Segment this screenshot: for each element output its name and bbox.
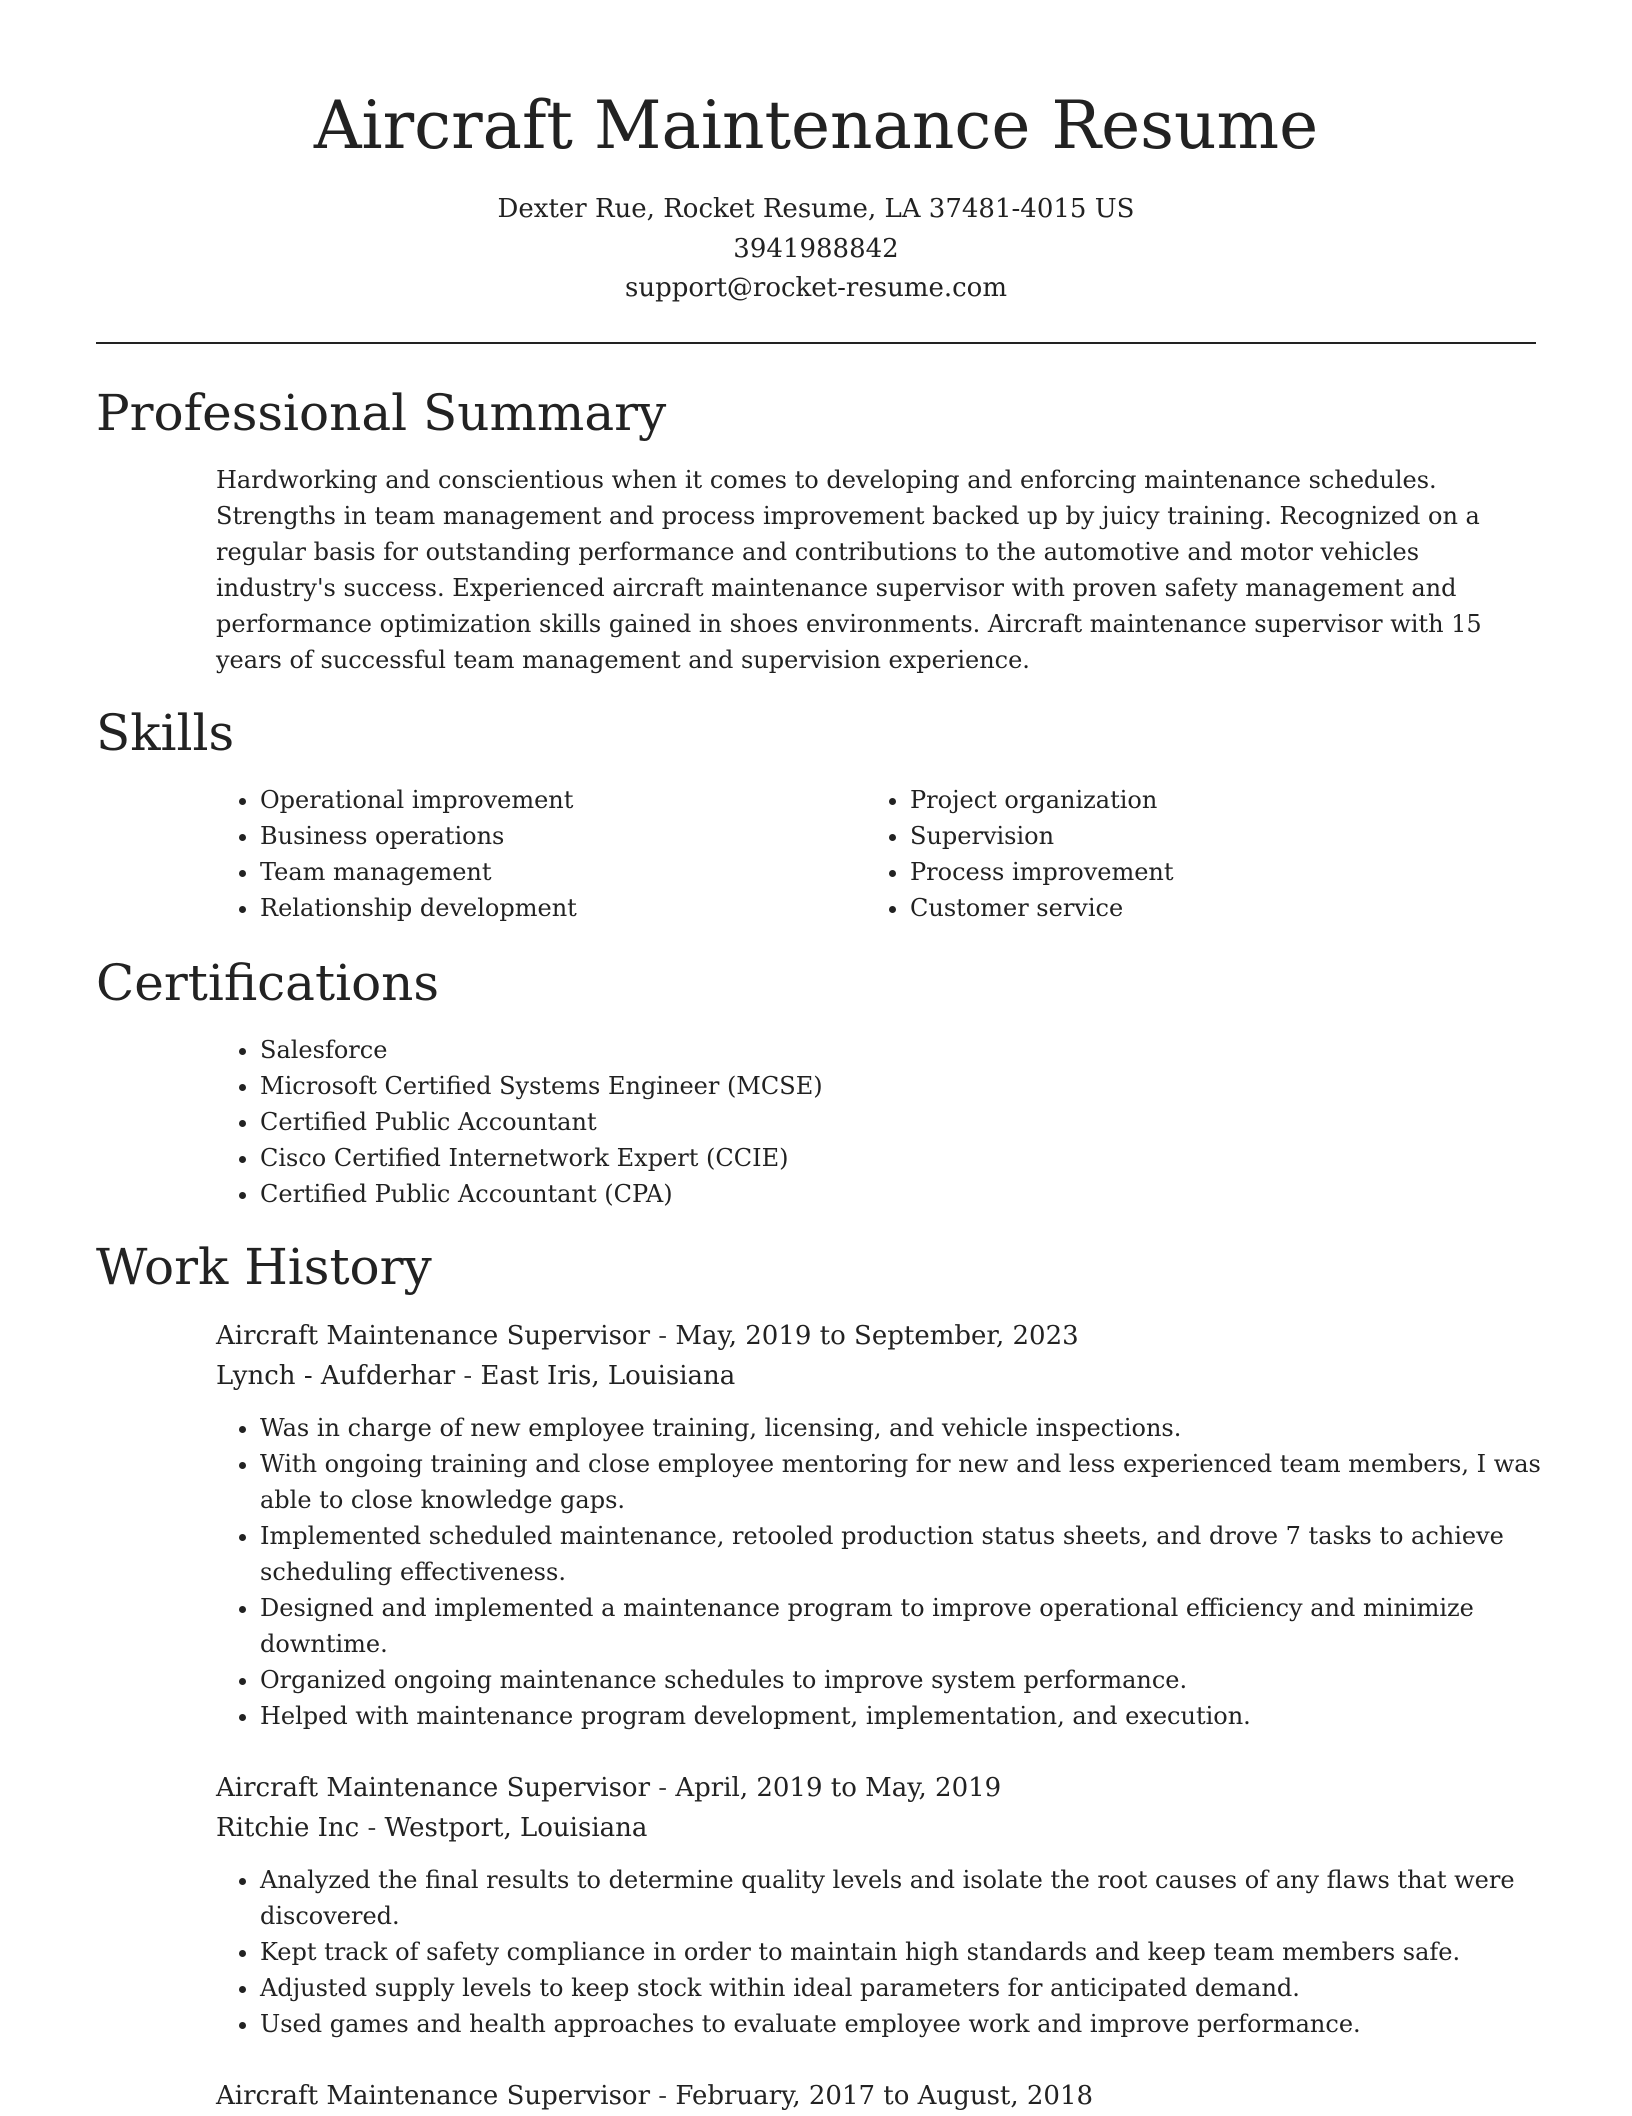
certification-item: • Certified Public Accountant <box>260 1104 1550 1140</box>
job-company-line <box>216 1356 1536 1396</box>
header-divider <box>96 342 1536 344</box>
job-title: Aircraft Maintenance Supervisor <box>216 1321 651 1351</box>
skills-list-right <box>866 782 1550 926</box>
resume-title: Aircraft Maintenance Resume <box>313 87 1319 164</box>
job-title-line <box>216 1768 1536 1808</box>
job-location: East Iris, Louisiana <box>480 1361 736 1391</box>
skill-item: • Relationship development <box>260 890 860 926</box>
job-company: Lynch - Aufderhar <box>216 1361 456 1391</box>
skill-item: • Supervision <box>910 818 1550 854</box>
skill-item: • Customer service <box>910 890 1550 926</box>
job-bullet: • Was in charge of new employee training, licensing, and vehicle inspections. <box>260 1410 1550 1446</box>
contact-phone: 3941988842 <box>733 234 899 264</box>
job-bullet: • Designed and implemented a maintenance program to improve operational efficiency and minimize downtime. <box>260 1590 1550 1662</box>
job-dates: April, 2019 to May, 2019 <box>675 1773 1002 1803</box>
skill-item: • Team management <box>260 854 860 890</box>
job-title-line <box>216 1316 1536 1356</box>
certification-item: • Certified Public Accountant (CPA) <box>260 1176 1550 1212</box>
summary-text: Hardworking and conscientious when it comes to developing and enforcing maintenance schedules. Strengths in team management and process improvement backed up by juicy training. Recognized on a regular basis for outstanding performance and contributions to the automotive and motor vehicles industry's success. Experienced aircraft maintenance supervisor with proven safety management and performance optimization skills gained in shoes environments. Aircraft maintenance supervisor with 15 years of successful team management and supervision experience. <box>216 466 1482 674</box>
certifications-list <box>216 1032 1550 1212</box>
job-bullet: • Analyzed the final results to determine quality levels and isolate the root causes of any flaws that were discovered. <box>260 1862 1550 1934</box>
job-bullet: • Helped with maintenance program development, implementation, and execution. <box>260 1698 1550 1734</box>
certifications-heading: Certifications <box>96 954 440 1012</box>
job-bullets <box>216 1410 1550 1734</box>
job-dates: February, 2017 to August, 2018 <box>675 2081 1094 2111</box>
job-company-line <box>216 1808 1536 1848</box>
skill-item: • Process improvement <box>910 854 1550 890</box>
certification-item: • Cisco Certified Internetwork Expert (CCIE) <box>260 1140 1550 1176</box>
job-bullet: • Implemented scheduled maintenance, retooled production status sheets, and drove 7 tasks to achieve scheduling effectiveness. <box>260 1518 1550 1590</box>
separator: - <box>359 1813 385 1843</box>
certification-item: • Microsoft Certified Systems Engineer (MCSE) <box>260 1068 1550 1104</box>
job-title: Aircraft Maintenance Supervisor <box>216 2081 651 2111</box>
skill-item: • Operational improvement <box>260 782 860 818</box>
job-dates: May, 2019 to September, 2023 <box>675 1321 1079 1351</box>
job-bullet: • Organized ongoing maintenance schedules to improve system performance. <box>260 1662 1550 1698</box>
contact-email: support@rocket-resume.com <box>624 273 1007 303</box>
skill-item: • Project organization <box>910 782 1550 818</box>
job-bullet: • With ongoing training and close employee mentoring for new and less experienced team members, I was able to close knowledge gaps. <box>260 1446 1550 1518</box>
skills-heading: Skills <box>96 704 235 762</box>
separator: - <box>650 2081 676 2111</box>
separator: - <box>455 1361 481 1391</box>
job-bullet: • Kept track of safety compliance in order to maintain high standards and keep team members safe. <box>260 1934 1550 1970</box>
separator: - <box>650 1773 676 1803</box>
work-history-heading: Work History <box>96 1238 432 1296</box>
certification-item: • Salesforce <box>260 1032 1550 1068</box>
skills-list-left <box>216 782 860 926</box>
skill-item: • Business operations <box>260 818 860 854</box>
job-bullet: • Used games and health approaches to evaluate employee work and improve performance. <box>260 2006 1550 2042</box>
contact-address: Dexter Rue, Rocket Resume, LA 37481-4015 US <box>497 194 1135 224</box>
job-company: Ritchie Inc <box>216 1813 360 1843</box>
job-bullets <box>216 1862 1550 2042</box>
summary-heading: Professional Summary <box>96 384 667 442</box>
separator: - <box>650 1321 676 1351</box>
job-title: Aircraft Maintenance Supervisor <box>216 1773 651 1803</box>
job-bullet: • Adjusted supply levels to keep stock within ideal parameters for anticipated demand. <box>260 1970 1550 2006</box>
job-title-line <box>216 2076 1536 2116</box>
job-location: Westport, Louisiana <box>384 1813 648 1843</box>
